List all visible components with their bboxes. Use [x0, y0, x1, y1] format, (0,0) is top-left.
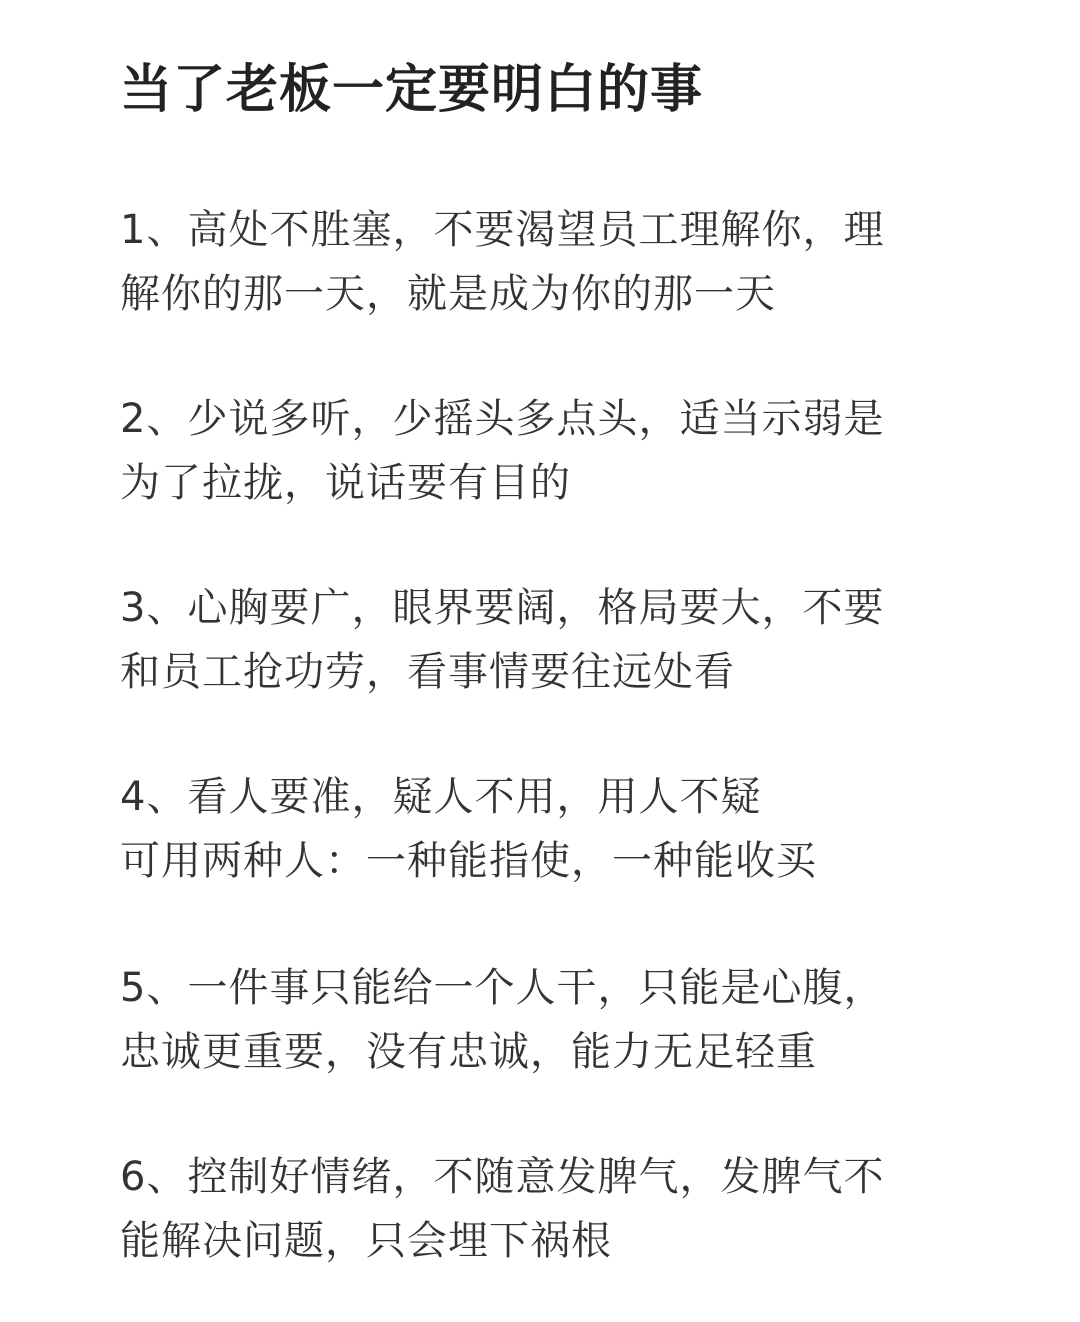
- list-item-3: [120, 576, 970, 704]
- list-item-line: 6、控制好情绪，不随意发脾气，发脾气不: [120, 1154, 885, 1200]
- page-title: 当了老板一定要明白的事: [120, 60, 704, 120]
- list-item-line: 2、少说多听，少摇头多点头，适当示弱是: [120, 396, 885, 442]
- list-item-line: 可用两种人：一种能指使，一种能收买: [120, 838, 817, 884]
- list-item-line: 5、一件事只能给一个人干，只能是心腹，: [120, 965, 885, 1011]
- list-item-6: [120, 1145, 970, 1273]
- list-item-line: 4、看人要准，疑人不用，用人不疑: [120, 774, 762, 820]
- list-item-line: 能解决问题，只会埋下祸根: [120, 1218, 612, 1264]
- list-item-4: [120, 765, 970, 893]
- list-item-line: 3、心胸要广，眼界要阔，格局要大，不要: [120, 585, 885, 631]
- list-item-line: 忠诚更重要，没有忠诚，能力无足轻重: [120, 1029, 817, 1075]
- list-item-5: [120, 956, 970, 1084]
- list-item-line: 解你的那一天，就是成为你的那一天: [120, 271, 776, 317]
- list-item-1: [120, 198, 970, 326]
- list-item-2: [120, 387, 970, 515]
- list-item-line: 为了拉拢，说话要有目的: [120, 460, 571, 506]
- list-item-line: 和员工抢功劳，看事情要往远处看: [120, 649, 735, 695]
- list-item-line: 1、高处不胜塞，不要渴望员工理解你，理: [120, 207, 885, 253]
